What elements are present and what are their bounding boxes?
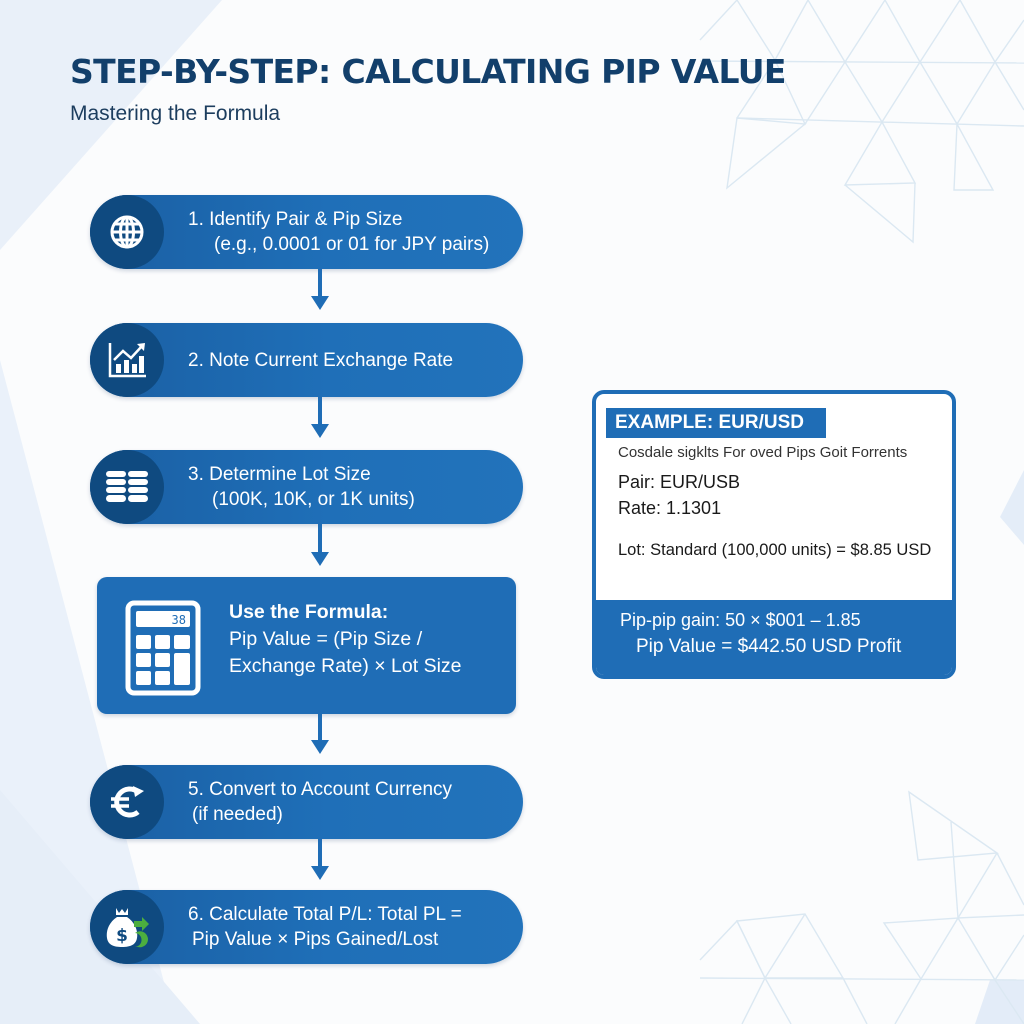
step-3-detail: (100K, 10K, or 1K units) — [212, 489, 415, 510]
step-6-title: 6. Calculate Total P/L: Total PL = — [188, 904, 462, 925]
step-5-detail: (if needed) — [192, 804, 283, 825]
step-2-title: 2. Note Current Exchange Rate — [188, 349, 454, 371]
euro-exchange-icon — [90, 765, 164, 839]
arrow-down-icon — [310, 714, 330, 756]
step-4-formula — [97, 577, 516, 714]
globe-icon — [90, 195, 164, 269]
example-lot: Lot: Standard (100,000 units) = $8.85 USD — [618, 541, 932, 559]
step-4-formula-line1: Pip Value = (Pip Size / — [229, 628, 423, 650]
step-4-formula-line2: Exchange Rate) × Lot Size — [229, 655, 462, 677]
step-2-exchange-rate — [90, 323, 523, 397]
example-description: Cosdale sigklts For oved Pips Goit Forrents — [618, 444, 908, 461]
example-rate: Rate: 1.1301 — [618, 498, 722, 518]
calculator-display: 38 — [171, 613, 186, 627]
step-3-title: 3. Determine Lot Size — [188, 464, 371, 485]
step-5-title: 5. Convert to Account Currency — [188, 779, 453, 800]
example-title: EXAMPLE: EUR/USD — [606, 408, 826, 438]
example-gain-line: Pip-pip gain: 50 × $001 – 1.85 — [620, 610, 861, 630]
step-4-title: Use the Formula: — [229, 601, 389, 623]
arrow-down-icon — [310, 522, 330, 568]
example-result-line: Pip Value = $442.50 USD Profit — [636, 636, 902, 657]
step-1-title: 1. Identify Pair & Pip Size — [188, 209, 403, 230]
growth-chart-icon — [90, 323, 164, 397]
money-bag-icon — [90, 890, 164, 964]
arrow-down-icon — [310, 396, 330, 440]
svg-text:$: $ — [116, 926, 128, 946]
page-title: STEP-BY-STEP: CALCULATING PIP VALUE — [70, 52, 786, 91]
step-6-total-pl — [90, 890, 523, 964]
page-subtitle: Mastering the Formula — [70, 102, 281, 125]
example-result-panel — [596, 600, 952, 675]
calculator-icon — [125, 600, 201, 701]
coin-stacks-icon — [90, 450, 164, 524]
step-1-detail: (e.g., 0.0001 or 01 for JPY pairs) — [214, 234, 490, 255]
step-6-detail: Pip Value × Pips Gained/Lost — [192, 929, 439, 950]
arrow-down-icon — [310, 268, 330, 312]
step-3-lot-size — [90, 450, 523, 524]
example-card — [592, 390, 956, 679]
step-5-convert-currency — [90, 765, 523, 839]
arrow-down-icon — [310, 838, 330, 882]
example-pair: Pair: EUR/USB — [618, 472, 741, 492]
step-1-identify-pair — [90, 195, 523, 269]
